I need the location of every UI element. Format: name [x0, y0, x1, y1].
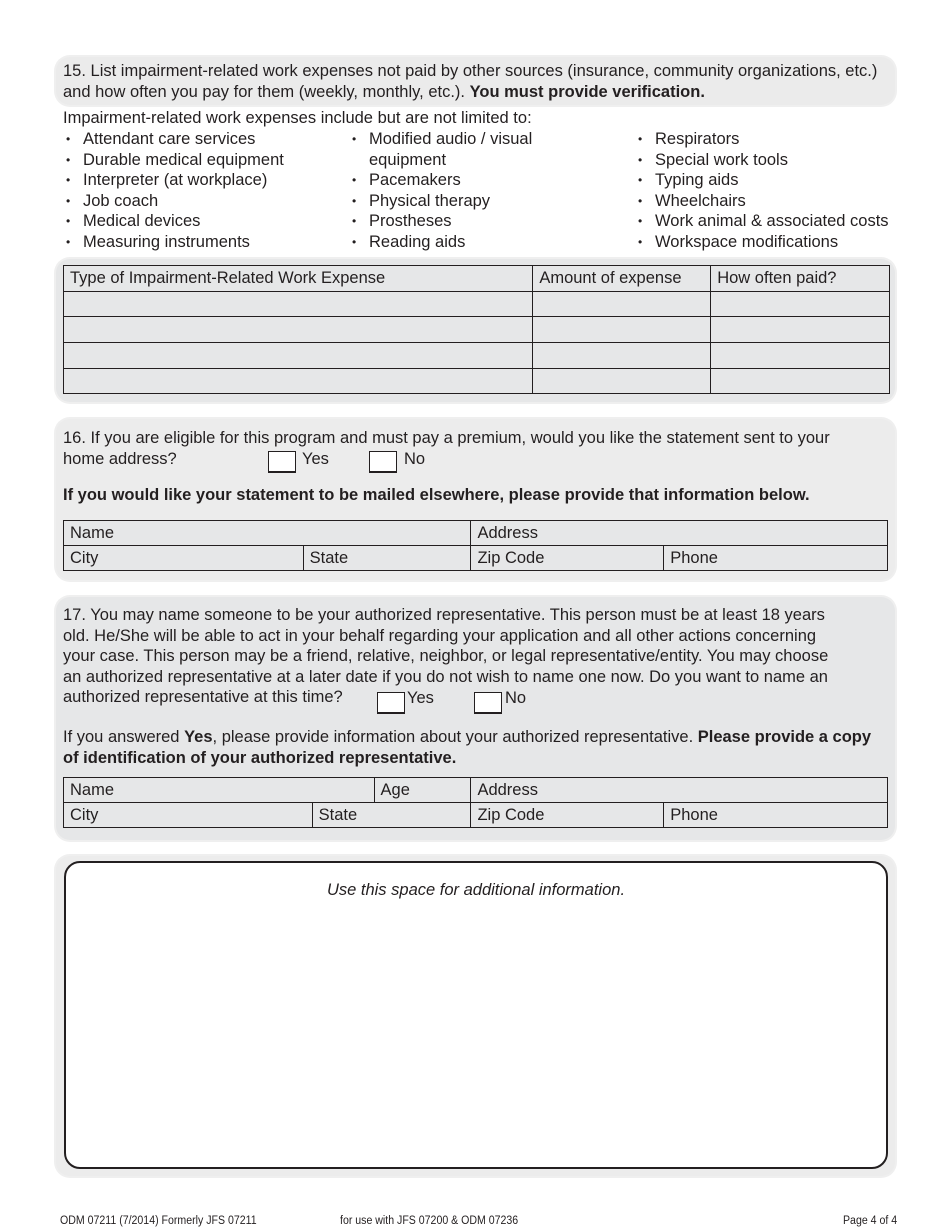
expense-example: • Durable medical equipment: [63, 150, 284, 171]
expense-table: [63, 265, 890, 394]
question-17-line: your case. This person may be a friend, relative, neighbor, or legal representative/entity. You may choose: [63, 647, 829, 665]
q16-no-checkbox[interactable]: [369, 451, 397, 473]
frequency-field[interactable]: [711, 317, 890, 343]
table-row: [64, 778, 888, 803]
question-16-line: 16. If you are eligible for this program and must pay a premium, would you like the statement sent to your: [63, 429, 830, 447]
expense-examples-intro: Impairment-related work expenses include but are not limited to:: [63, 109, 532, 127]
rep-zip-field[interactable]: Zip Code: [471, 803, 664, 828]
expense-examples-column-3: [635, 129, 889, 252]
column-header-expense-type: Type of Impairment-Related Work Expense: [64, 266, 533, 292]
expense-example: • Attendant care services: [63, 129, 284, 150]
column-header-frequency: How often paid?: [711, 266, 890, 292]
expense-example: • Measuring instruments: [63, 232, 284, 253]
additional-info-label: Use this space for additional information.: [326, 881, 626, 899]
mail-address-field[interactable]: Address: [471, 521, 888, 546]
form-id: ODM 07211 (7/2014) Formerly JFS 07211: [60, 1215, 257, 1227]
q16-yes-checkbox[interactable]: [268, 451, 296, 473]
mail-state-field[interactable]: State: [303, 546, 471, 571]
rep-phone-field[interactable]: Phone: [664, 803, 888, 828]
expense-example: • Special work tools: [635, 150, 889, 171]
form-usage-note: for use with JFS 07200 & ODM 07236: [340, 1215, 519, 1227]
representative-table: [63, 777, 888, 828]
mailing-address-table: [63, 520, 888, 571]
table-header-row: [64, 266, 890, 292]
question-17-text: [63, 605, 883, 708]
question-15-text: 15. List impairment-related work expenses not paid by other sources (insurance, community organizations, etc.) and how often you pay for them (weekly, monthly, etc.).: [63, 62, 878, 101]
rep-state-field[interactable]: State: [312, 803, 471, 828]
amount-field[interactable]: [533, 317, 711, 343]
q16-yes-label: Yes: [302, 450, 329, 468]
expense-example: • Prostheses: [349, 211, 532, 232]
mail-city-field[interactable]: City: [64, 546, 304, 571]
table-row: [64, 368, 890, 394]
frequency-field[interactable]: [711, 343, 890, 369]
mail-phone-field[interactable]: Phone: [664, 546, 888, 571]
table-row: [64, 317, 890, 343]
question-17-line: authorized representative at this time?: [63, 688, 343, 706]
expense-examples-column-2: [349, 129, 532, 252]
rep-age-field[interactable]: Age: [374, 778, 471, 803]
frequency-field[interactable]: [711, 368, 890, 394]
q17-yes-checkbox[interactable]: [377, 692, 405, 714]
expense-example: • Pacemakers: [349, 170, 532, 191]
question-16-line: home address?: [63, 449, 177, 468]
amount-field[interactable]: [533, 368, 711, 394]
expense-example: • Typing aids: [635, 170, 889, 191]
question-15-header: [56, 57, 895, 105]
question-17-line: 17. You may name someone to be your authorized representative. This person must be at least 18 years: [63, 606, 825, 624]
expense-example: • Physical therapy: [349, 191, 532, 212]
rep-address-field[interactable]: Address: [471, 778, 888, 803]
amount-field[interactable]: [533, 291, 711, 317]
expense-example: • Medical devices: [63, 211, 284, 232]
note-text: If you answered: [63, 728, 185, 746]
q17-representative-note: [63, 727, 883, 768]
note-identification-requirement: Please provide a copy of identification of your authorized representative.: [63, 728, 872, 767]
mail-name-field[interactable]: Name: [64, 521, 471, 546]
question-16-text: [63, 428, 883, 469]
expense-type-field[interactable]: [64, 343, 533, 369]
expense-example: • Reading aids: [349, 232, 532, 253]
expense-example: • Modified audio / visual: [349, 129, 532, 150]
rep-city-field[interactable]: City: [64, 803, 313, 828]
note-yes-emphasis: Yes: [184, 728, 213, 746]
expense-type-field[interactable]: [64, 317, 533, 343]
expense-examples-column-1: [63, 129, 284, 252]
frequency-field[interactable]: [711, 291, 890, 317]
expense-example: • Respirators: [635, 129, 889, 150]
table-row: [64, 546, 888, 571]
table-row: [64, 521, 888, 546]
note-text: , please provide information about your authorized representative.: [212, 728, 698, 746]
expense-example: • Job coach: [63, 191, 284, 212]
q17-no-label: No: [505, 689, 527, 707]
question-17-line: old. He/She will be able to act in your behalf regarding your application and all other actions concerning: [63, 626, 817, 645]
expense-example-continuation: equipment: [369, 150, 447, 169]
q17-yes-label: Yes: [407, 689, 434, 707]
table-row: [64, 803, 888, 828]
expense-example: • Workspace modifications: [635, 232, 889, 253]
table-row: [64, 291, 890, 317]
expense-example: • Interpreter (at workplace): [63, 170, 284, 191]
q17-no-checkbox[interactable]: [474, 692, 502, 714]
page-number: Page 4 of 4: [843, 1215, 898, 1227]
column-header-amount: Amount of expense: [533, 266, 711, 292]
q16-no-label: No: [404, 450, 426, 468]
expense-example: • Wheelchairs: [635, 191, 889, 212]
rep-name-field[interactable]: Name: [64, 778, 375, 803]
expense-example: • Work animal & associated costs: [635, 211, 889, 232]
table-row: [64, 343, 890, 369]
question-17-line: an authorized representative at a later date if you do not wish to name one now. Do you want to name an: [63, 667, 828, 686]
additional-info-textarea[interactable]: [64, 861, 888, 1169]
mail-zip-field[interactable]: Zip Code: [471, 546, 664, 571]
amount-field[interactable]: [533, 343, 711, 369]
question-15-verification-note: You must provide verification.: [469, 82, 705, 101]
expense-type-field[interactable]: [64, 368, 533, 394]
expense-type-field[interactable]: [64, 291, 533, 317]
q16-mailing-note: If you would like your statement to be mailed elsewhere, please provide that information below.: [63, 486, 810, 504]
